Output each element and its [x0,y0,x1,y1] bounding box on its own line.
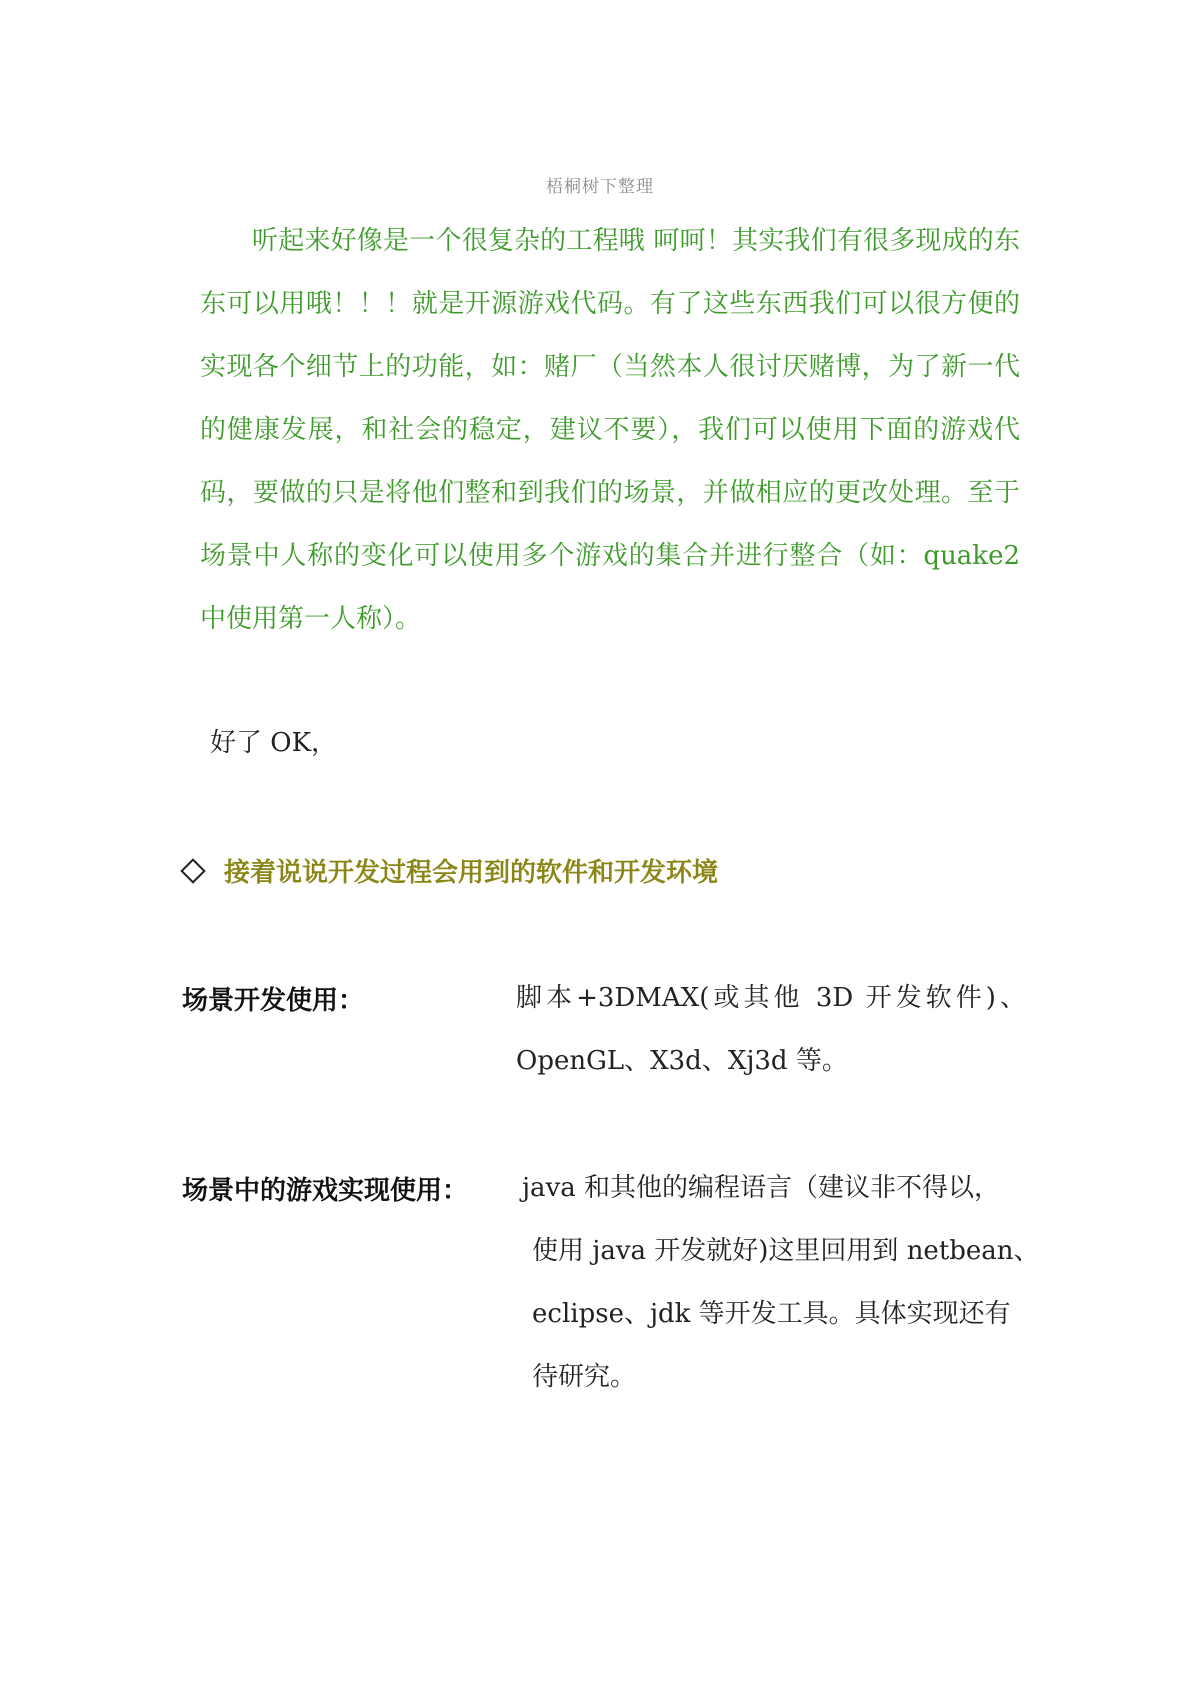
intro-paragraph: 听起来好像是一个很复杂的工程哦 呵呵！其实我们有很多现成的东东可以用哦！！！就是开源游戏代码。有了这些东西我们可以很方便的实现各个细节上的功能，如：赌厂（当然本人很讨厌赌博，为了新一代的健康发展，和社会的稳定，建议不要），我们可以使用下面的游戏代码，要做的只是将他们整和到我们的场景，并做相应的更改处理。至于场景中人称的变化可以使用多个游戏的集合并进行整合（如：quake2 中使用第一人称）。 [200,226,1020,634]
game-impl-value [522,1157,1040,1409]
scene-dev-value-line2: OpenGL、X3d、Xj3d 等。 [516,1046,848,1076]
scene-dev-label: 场景开发使用： [182,986,365,1016]
game-impl-value-line: 待研究。 [532,1362,637,1392]
scene-dev-value-line1: 脚本+3DMAX(或其他 3D 开发软件)、 [516,983,1026,1013]
game-impl-value-line: eclipse、jdk 等开发工具。具体实现还有 [532,1299,1011,1329]
ok-line: 好了 OK， [210,728,338,758]
page-header: 梧桐树下整理 [546,177,654,197]
game-impl-value-line: 使用 java 开发就好)这里回用到 netbean、 [532,1236,1040,1266]
section-heading [180,852,718,889]
diamond-bullet-icon [180,858,205,883]
game-impl-label: 场景中的游戏实现使用： [182,1176,469,1206]
section-heading-text: 接着说说开发过程会用到的软件和开发环境 [224,858,719,888]
game-impl-value-line: java 和其他的编程语言（建议非不得以， [522,1173,1001,1203]
